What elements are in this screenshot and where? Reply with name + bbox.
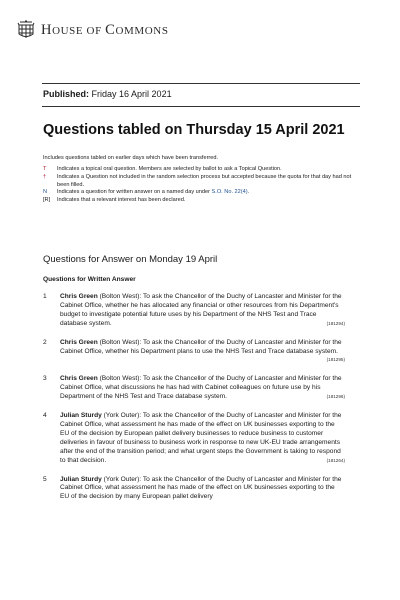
question-number: 1 bbox=[43, 293, 47, 300]
question-body: Chris Green (Bolton West): To ask the Chancellor of the Duchy of Lancaster and Minister for the Cabinet Office, what discussions he has had with Cabinet colleagues on future use by his Department of the NHS Test and Trace database system. (181296) bbox=[60, 375, 345, 401]
question-body: Julian Sturdy (York Outer): To ask the Chancellor of the Duchy of Lancaster and Minister for the Cabinet Office, what assessment he has made of the effect on UK businesses exporting to the EU of the decision by many European pallet delivery bbox=[60, 475, 342, 501]
question-text: To ask the Chancellor of the Duchy of Lancaster and Minister for the Cabinet Office, what assessment he has made of the effect on UK businesses exporting to the EU of the decision by European pallet delivery businesses to reduce business to customer deliveries in favour of business to business work in response to new UK-EU trade arrangements after the end of the transition period; and what urgent steps the Government is taking to respond to that decision. bbox=[60, 412, 342, 464]
question-ref: (181264) bbox=[326, 457, 345, 463]
key-text: Indicates that a relevant interest has been declared. bbox=[57, 197, 186, 204]
question-item bbox=[43, 412, 345, 465]
published-line bbox=[43, 89, 172, 99]
question-text: To ask the Chancellor of the Duchy of Lancaster and Minister for the Cabinet Office, whether his Department plans to use the NHS Test and Trace database system. bbox=[60, 338, 342, 355]
key-symbol: † bbox=[43, 173, 47, 180]
question-item bbox=[43, 293, 345, 329]
question-list bbox=[43, 293, 345, 512]
key-row-named-day bbox=[43, 189, 363, 197]
question-item bbox=[43, 375, 345, 402]
symbol-key bbox=[43, 166, 363, 205]
portcullis-icon bbox=[17, 20, 35, 40]
question-item bbox=[43, 476, 345, 503]
question-ref: (181296) bbox=[326, 394, 345, 400]
question-number: 5 bbox=[43, 475, 47, 483]
key-text: Indicates a topical oral question. Members are selected by ballot to ask a Topical Question. bbox=[57, 166, 282, 172]
question-item bbox=[43, 339, 345, 366]
key-symbol: N bbox=[43, 189, 48, 196]
question-text: To ask the Chancellor of the Duchy of Lancaster and Minister for the Cabinet Office, what assessment he has made of the effect on UK businesses exporting to the EU of the decision by many European pallet delivery bbox=[60, 475, 342, 501]
question-number: 2 bbox=[43, 338, 47, 346]
member-name: Chris Green bbox=[60, 293, 98, 300]
top-divider bbox=[42, 83, 360, 84]
key-text: Indicates a question for written answer on a named day under S.O. No. 22(4). bbox=[57, 189, 250, 196]
section-title: Questions for Answer on Monday 19 April bbox=[43, 254, 218, 265]
question-body: Chris Green (Bolton West): To ask the Chancellor of the Duchy of Lancaster and Minister for the Cabinet Office, whether his Department plans to use the NHS Test and Trace database system. (181295) bbox=[60, 339, 345, 366]
question-text: To ask the Chancellor of the Duchy of Lancaster and Minister for the Cabinet Office, what discussions he has had with Cabinet colleagues on future use by his Department of the NHS Test and Trace database system. bbox=[60, 375, 342, 401]
published-label: Published: bbox=[43, 89, 90, 99]
key-row-dagger bbox=[43, 174, 363, 190]
member-name: Julian Sturdy bbox=[60, 412, 102, 420]
key-symbol: T bbox=[43, 166, 47, 172]
bottom-divider bbox=[42, 106, 360, 107]
question-text: To ask the Chancellor of the Duchy of Lancaster and Minister for the Cabinet Office, whether he has allocated any financial or other resources from his Department's budget to investigate potential future uses by his Department of the NHS Test and Trace database system. bbox=[60, 293, 342, 327]
question-number: 4 bbox=[43, 412, 47, 420]
question-ref: (181295) bbox=[326, 357, 345, 363]
member-name: Chris Green bbox=[60, 375, 98, 383]
member-name: Julian Sturdy bbox=[60, 475, 102, 483]
page-header bbox=[17, 20, 169, 40]
standing-order-link[interactable]: S.O. No. 22(4) bbox=[211, 189, 248, 196]
published-date: Friday 16 April 2021 bbox=[91, 89, 172, 99]
question-ref: (181294) bbox=[326, 320, 345, 326]
member-name: Chris Green bbox=[60, 338, 98, 346]
key-symbol: [R] bbox=[43, 197, 51, 204]
house-name: HOUSE OF COMMONS bbox=[41, 21, 169, 38]
question-number: 3 bbox=[43, 375, 47, 383]
key-row-topical bbox=[43, 166, 363, 174]
key-text: Indicates a Question not included in the random selection process but accepted because the quota for that day had not been filled. bbox=[57, 173, 352, 188]
page-title: Questions tabled on Thursday 15 April 2021 bbox=[43, 122, 345, 138]
section-subtitle: Questions for Written Answer bbox=[43, 276, 136, 283]
intro-text: Includes questions tabled on earlier days which have been transferred. bbox=[43, 155, 219, 161]
question-body: Chris Green (Bolton West): To ask the Chancellor of the Duchy of Lancaster and Minister for the Cabinet Office, whether he has allocated any financial or other resources from his Department's budget to investigate potential future uses by his Department of the NHS Test and Trace database system. (181294) bbox=[60, 293, 345, 327]
key-row-interest bbox=[43, 197, 363, 205]
question-body: Julian Sturdy (York Outer): To ask the Chancellor of the Duchy of Lancaster and Minister for the Cabinet Office, what assessment he has made of the effect on UK businesses exporting to the EU of the decision by European pallet delivery businesses to reduce business to customer deliveries in favour of business to business work in response to new UK-EU trade arrangements after the end of the transition period; and what urgent steps the Government is taking to respond to that decision. (181264) bbox=[60, 412, 345, 464]
